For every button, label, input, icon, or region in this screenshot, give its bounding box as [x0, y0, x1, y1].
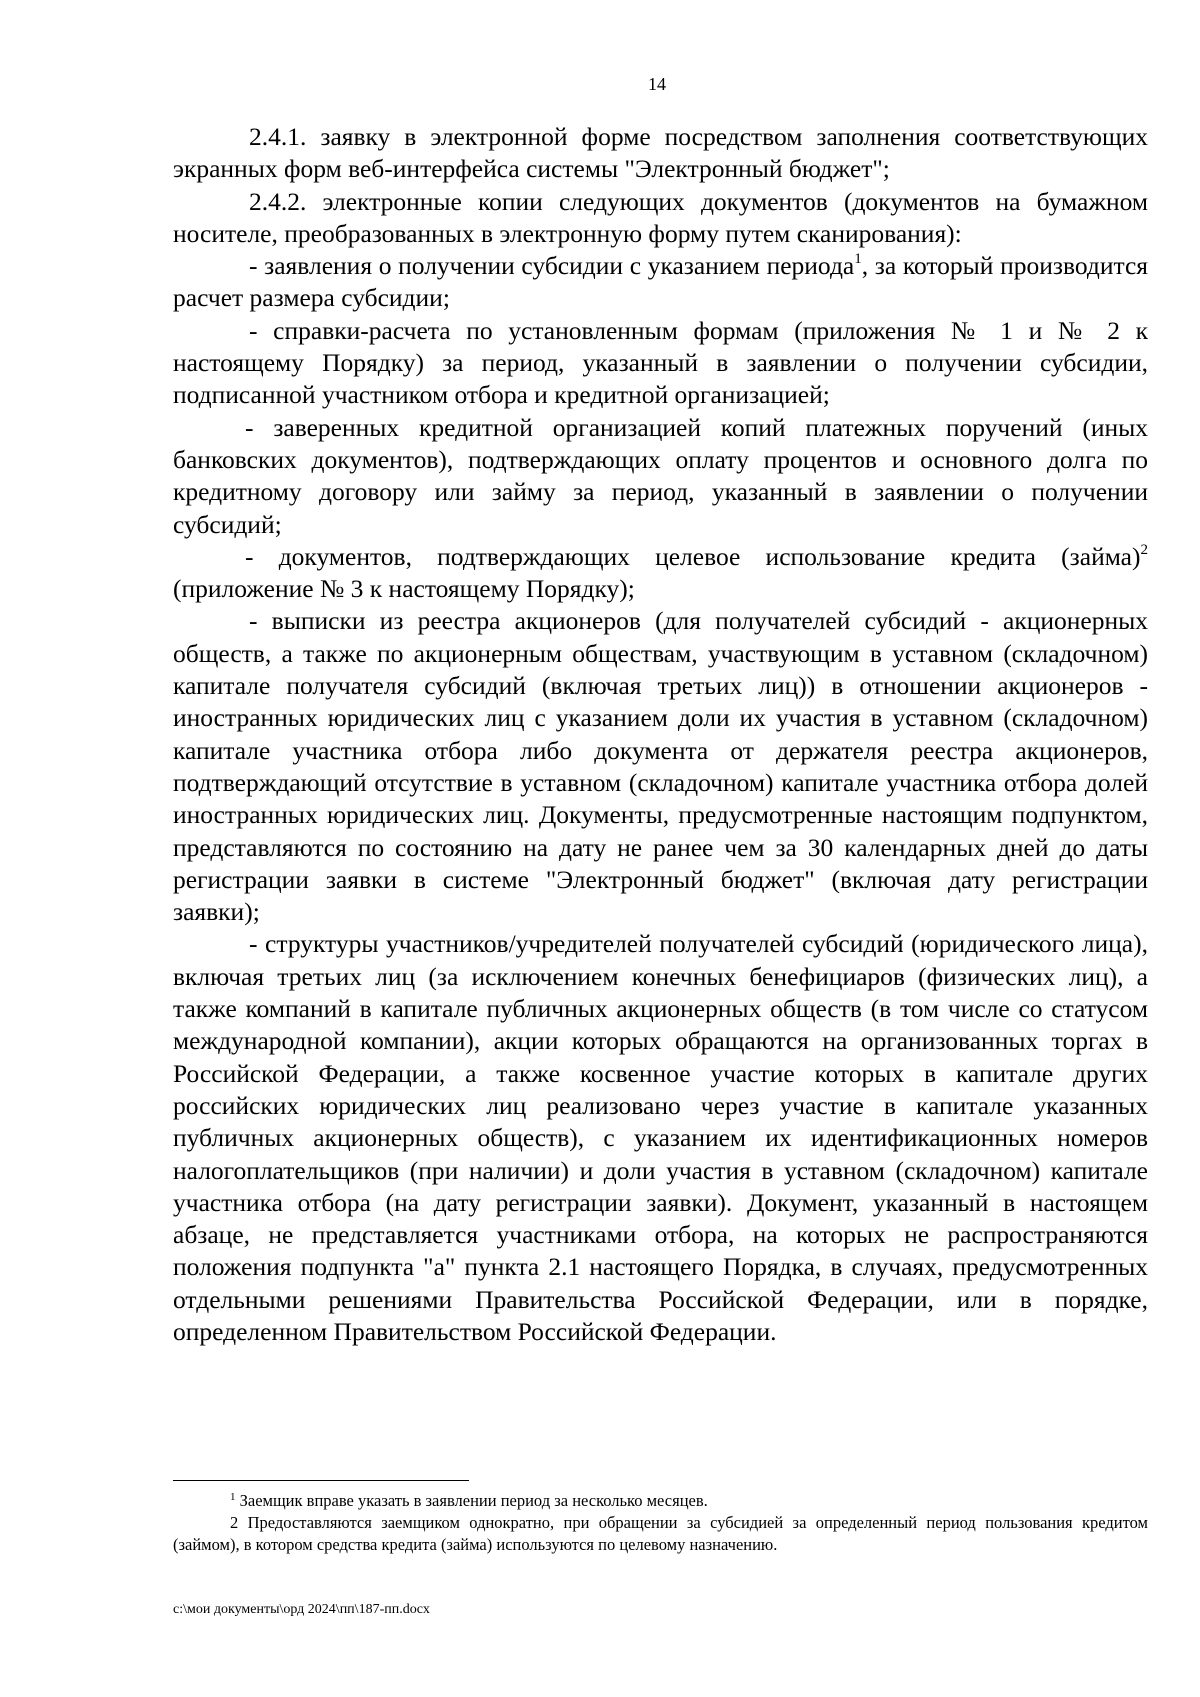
item-payment-orders: - заверенных кредитной организацией копий платежных поручений (иных банковских документов), подтверждающих оплату процентов и основного долга по кредитному договору или займу за период, указанный в заявлении о получении субсидий;: [173, 412, 1148, 539]
file-path: c:\мои документы\орд 2024\пп\187-пп.docx: [173, 1602, 430, 1617]
item-loan-usage-text-2: (приложение № 3 к настоящему Порядку);: [173, 574, 635, 604]
footnote-ref-2: 2: [1140, 541, 1148, 558]
paragraph-2-4-1: 2.4.1. заявку в электронной форме посредством заполнения соответствующих экранных форм веб-интерфейса системы "Электронный бюджет";: [173, 122, 1148, 184]
page-number: 14: [648, 74, 666, 94]
item-loan-usage-documents: [173, 541, 1148, 606]
paragraph-2-4-2: 2.4.2. электронные копии следующих документов (документов на бумажном носителе, преобразованных в электронную форму путем сканирования):: [173, 186, 1148, 248]
footnote-separator: [173, 1480, 469, 1481]
footnote-1: [173, 1490, 1148, 1512]
item-calculation-certificates: - справки-расчета по установленным формам (приложения № 1 и № 2 к настоящему Порядку) за период, указанный в заявлении о получении субсидии, подписанной участником отбора и кредитной организацией;: [173, 315, 1148, 410]
item-ownership-structure: - структуры участников/учредителей получателей субсидий (юридического лица), включая третьих лиц (за исключением конечных бенефициаров (физических лиц), а также компаний в капитале публичных акционерных обществ (в том числе со статусом международной компании), акции которых обращаются на организованных торгах в Российской Федерации, а также косвенное участие которых в капитале других российских юридических лиц реализовано через участие в капитале указанных публичных акционерных обществ), с указанием их идентификационных номеров налогоплательщиков (при наличии) и доли участия в уставном (складочном) капитале участника отбора (на дату регистрации заявки). Документ, указанный в настоящем абзаце, не представляется участниками отбора, на которых не распространяются положения подпункта "а" пункта 2.1 настоящего Порядка, в случаях, предусмотренных отдельными решениями Правительства Российской Федерации, или в порядке, определенном Правительством Российской Федерации.: [173, 929, 1148, 1346]
item-application-text-1: - заявления о получении субсидии с указанием периода: [249, 251, 855, 281]
footnote-1-text: Заемщик вправе указать в заявлении период за несколько месяцев.: [235, 1491, 708, 1510]
item-application-text-2: , за который производится расчет размера субсидии;: [173, 251, 1148, 313]
footnote-ref-1: 1: [854, 251, 862, 268]
footnotes: [173, 1490, 1148, 1556]
item-shareholder-register: - выписки из реестра акционеров (для получателей субсидий - акционерных обществ, а также по акционерным обществам, участвующим в уставном (складочном) капитале получателя субсидий (включая третьих лиц)) в отношении акционеров - иностранных юридических лиц с указанием доли их участия в уставном (складочном) капитале участника отбора либо документа от держателя реестра акционеров, подтверждающий отсутствие в уставном (складочном) капитале участника отбора долей иностранных юридических лиц. Документы, предусмотренные настоящим подпунктом, представляются по состоянию на дату не ранее чем за 30 календарных дней до даты регистрации заявки в системе "Электронный бюджет" (включая дату регистрации заявки);: [173, 606, 1148, 927]
item-application: [173, 250, 1148, 315]
footnote-1-mark: 1: [230, 1491, 236, 1503]
document-body: [173, 121, 1148, 1348]
footnote-2: 2 Предоставляются заемщиком однократно, при обращении за субсидией за определенный период пользования кредитом (займом), в котором средства кредита (займа) используются по целевому назначению.: [173, 1513, 1148, 1554]
item-loan-usage-text-1: - документов, подтверждающих целевое использование кредита (займа): [245, 541, 1141, 571]
